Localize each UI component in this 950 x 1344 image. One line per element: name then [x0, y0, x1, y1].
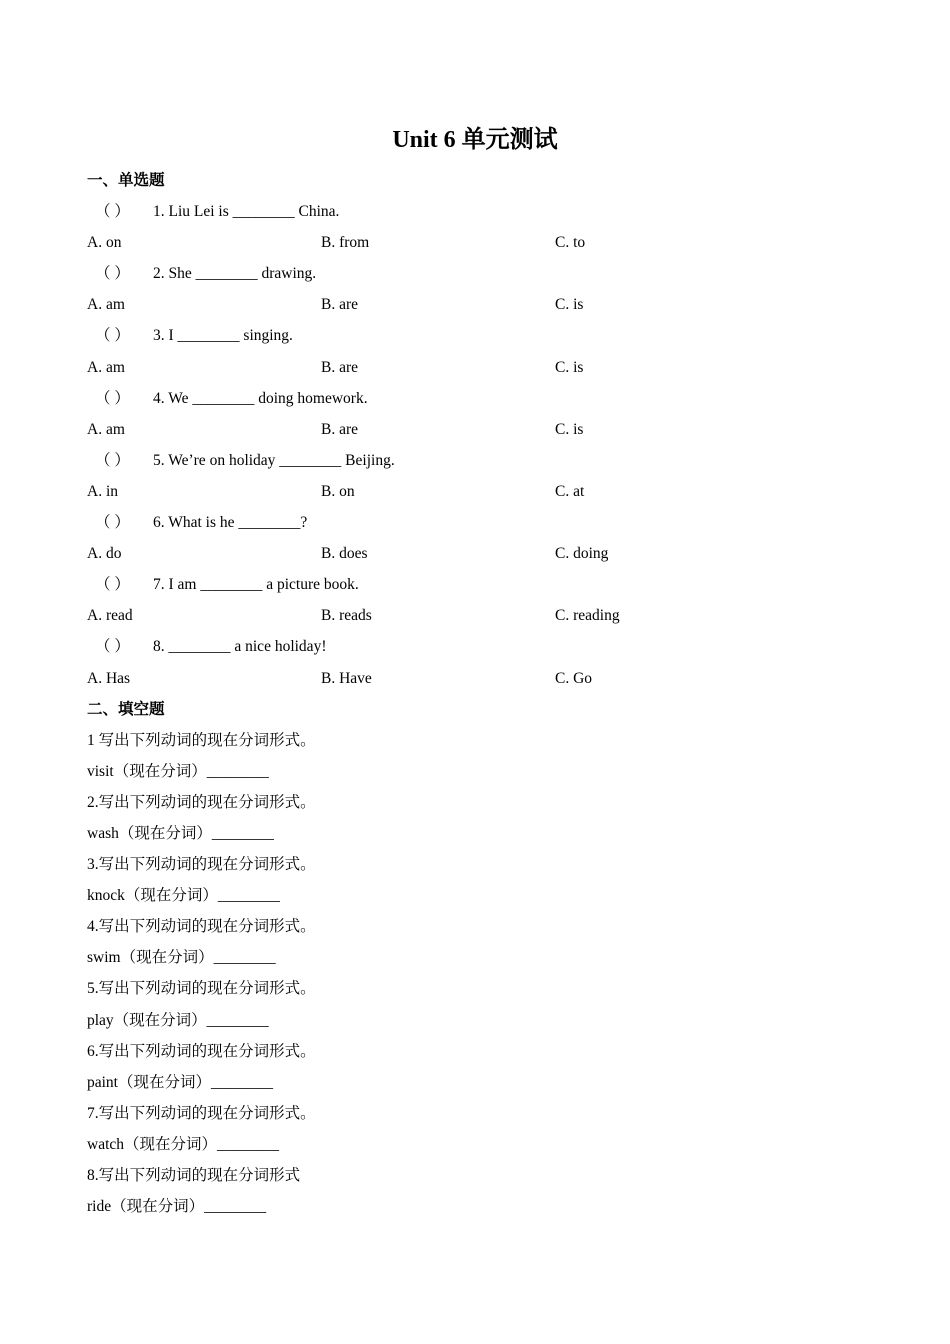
question-text: 6. What is he ________? [153, 514, 308, 532]
option-b: B. on [321, 482, 355, 500]
question-text: 3. I ________ singing. [153, 327, 293, 345]
fill-prompt: 3.写出下列动词的现在分词形式。 [87, 856, 316, 874]
option-c: C. reading [555, 607, 620, 625]
option-a: A. am [87, 358, 125, 376]
question-stem [87, 445, 867, 476]
question-stem [87, 320, 867, 351]
option-a: A. Has [87, 669, 131, 687]
answer-paren[interactable]: （ ） [95, 327, 130, 345]
fill-answer-line[interactable]: visit（现在分词）________ [87, 762, 269, 780]
option-a: A. on [87, 234, 122, 252]
section-heading-fill-in: 二、填空题 [87, 700, 165, 718]
option-c: C. is [555, 420, 584, 438]
option-c: C. doing [555, 545, 609, 563]
question-options [87, 289, 867, 320]
question-options [87, 227, 867, 258]
option-c: C. is [555, 296, 584, 314]
option-b: B. from [321, 234, 370, 252]
question-stem [87, 383, 867, 414]
option-b: B. reads [321, 607, 372, 625]
option-b: B. are [321, 296, 359, 314]
question-stem [87, 196, 867, 227]
option-c: C. Go [555, 669, 593, 687]
option-a: A. read [87, 607, 133, 625]
option-a: A. do [87, 545, 122, 563]
answer-paren[interactable]: （ ） [95, 389, 130, 407]
option-c: C. to [555, 234, 586, 252]
option-a: A. am [87, 420, 125, 438]
question-stem [87, 631, 867, 662]
question-options [87, 663, 867, 694]
option-c: C. at [555, 482, 585, 500]
fill-answer-line[interactable]: knock（现在分词）________ [87, 887, 280, 905]
answer-paren[interactable]: （ ） [95, 576, 130, 594]
question-text: 1. Liu Lei is ________ China. [153, 203, 340, 221]
question-stem [87, 258, 867, 289]
fill-answer-line[interactable]: watch（现在分词）________ [87, 1135, 280, 1153]
fill-answer-line[interactable]: ride（现在分词）________ [87, 1198, 267, 1216]
question-stem [87, 569, 867, 600]
fill-prompt: 5.写出下列动词的现在分词形式。 [87, 980, 316, 998]
answer-paren[interactable]: （ ） [95, 203, 130, 221]
answer-paren[interactable]: （ ） [95, 265, 130, 283]
question-options [87, 600, 867, 631]
fill-prompt: 8.写出下列动词的现在分词形式 [87, 1167, 301, 1184]
option-c: C. is [555, 358, 584, 376]
option-a: A. in [87, 482, 118, 500]
question-text: 2. She ________ drawing. [153, 265, 317, 283]
fill-answer-line[interactable]: paint（现在分词）________ [87, 1073, 273, 1091]
question-text: 8. ________ a nice holiday! [153, 638, 327, 656]
section-heading-multiple-choice: 一、单选题 [87, 172, 165, 189]
option-b: B. are [321, 358, 359, 376]
question-options [87, 352, 867, 383]
answer-paren[interactable]: （ ） [95, 638, 130, 656]
question-options [87, 538, 867, 569]
fill-answer-line[interactable]: swim（现在分词）________ [87, 949, 276, 967]
option-b: B. Have [321, 669, 372, 687]
question-options [87, 476, 867, 507]
fill-prompt: 1 写出下列动词的现在分词形式。 [87, 731, 316, 749]
question-text: 5. We’re on holiday ________ Beijing. [153, 451, 395, 469]
answer-paren[interactable]: （ ） [95, 451, 130, 469]
question-text: 7. I am ________ a picture book. [153, 576, 359, 594]
option-a: A. am [87, 296, 125, 314]
worksheet-content [87, 165, 867, 1222]
fill-answer-line[interactable]: play（现在分词）________ [87, 1011, 269, 1029]
answer-paren[interactable]: （ ） [95, 514, 130, 532]
question-text: 4. We ________ doing homework. [153, 389, 368, 407]
fill-prompt: 7.写出下列动词的现在分词形式。 [87, 1104, 316, 1122]
fill-prompt: 6.写出下列动词的现在分词形式。 [87, 1042, 316, 1060]
question-options [87, 414, 867, 445]
fill-answer-line[interactable]: wash（现在分词）________ [87, 824, 274, 842]
question-stem [87, 507, 867, 538]
fill-prompt: 4.写出下列动词的现在分词形式。 [87, 918, 316, 936]
option-b: B. are [321, 420, 359, 438]
page-title: Unit 6 单元测试 [392, 127, 558, 153]
option-b: B. does [321, 545, 368, 563]
fill-prompt: 2.写出下列动词的现在分词形式。 [87, 793, 316, 811]
